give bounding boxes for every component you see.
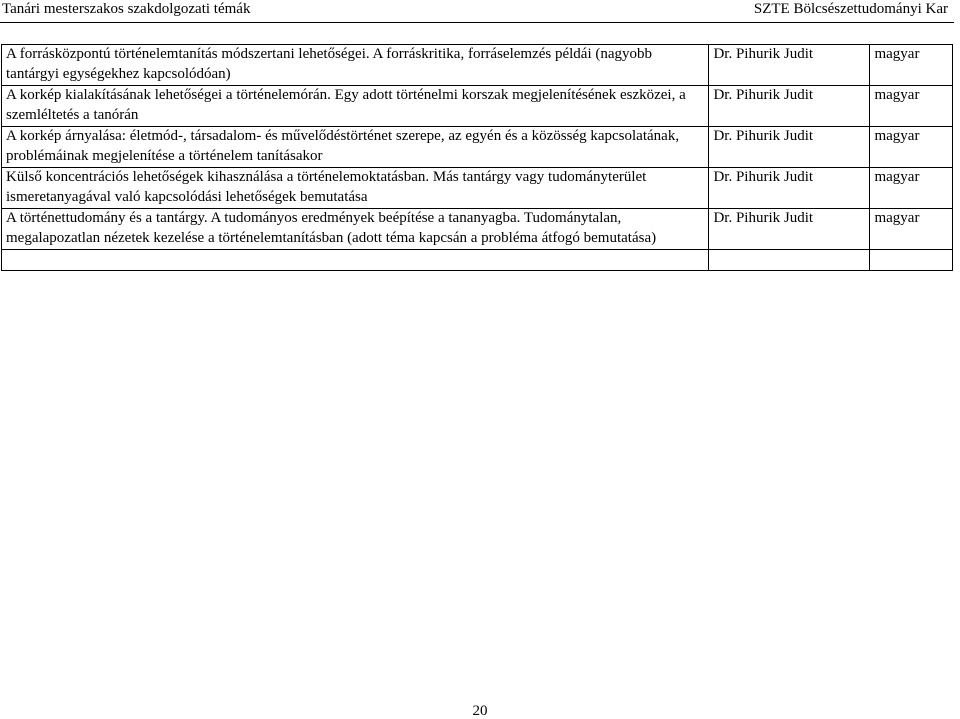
empty-table-row bbox=[2, 250, 953, 271]
topic-teacher: Dr. Pihurik Judit bbox=[709, 86, 870, 127]
topic-title: A korkép kialakításának lehetőségei a történelemórán. Egy adott történelmi korszak megjelenítésének eszközei, a szemléltetés a tanórán bbox=[2, 86, 709, 127]
thesis-topics-table bbox=[1, 44, 953, 271]
empty-cell bbox=[870, 250, 953, 271]
header-left-title: Tanári mesterszakos szakdolgozati témák bbox=[2, 1, 251, 17]
table-row bbox=[2, 45, 953, 86]
topic-language: magyar bbox=[870, 127, 953, 168]
topic-teacher: Dr. Pihurik Judit bbox=[709, 45, 870, 86]
topic-language: magyar bbox=[870, 86, 953, 127]
page-header bbox=[0, 0, 960, 20]
header-right-title: SZTE Bölcsészettudományi Kar bbox=[753, 1, 948, 17]
topic-title: A korkép árnyalása: életmód-, társadalom- és művelődéstörténet szerepe, az egyén és a közösség kapcsolatának, problémáinak megjelenítése a történelem tanításakor bbox=[2, 127, 709, 168]
topic-title: A forrásközpontú történelemtanítás módszertani lehetőségei. A forráskritika, forráselemzés példái (nagyobb tantárgyi egységekhez kapcsolódóan) bbox=[2, 45, 709, 86]
table-row bbox=[2, 209, 953, 250]
header-divider bbox=[0, 22, 954, 23]
table-row bbox=[2, 127, 953, 168]
topic-teacher: Dr. Pihurik Judit bbox=[709, 168, 870, 209]
topic-teacher: Dr. Pihurik Judit bbox=[709, 127, 870, 168]
topic-language: magyar bbox=[870, 209, 953, 250]
topic-teacher: Dr. Pihurik Judit bbox=[709, 209, 870, 250]
table-row bbox=[2, 86, 953, 127]
topic-language: magyar bbox=[870, 168, 953, 209]
topic-title: Külső koncentrációs lehetőségek kihasználása a történelemoktatásban. Más tantárgy vagy tudományterület ismeretanyagával való kapcsolódási lehetőségek bemutatása bbox=[2, 168, 709, 209]
empty-cell bbox=[2, 250, 709, 271]
table-row bbox=[2, 168, 953, 209]
topic-title: A történettudomány és a tantárgy. A tudományos eredmények beépítése a tananyagba. Tudománytalan, megalapozatlan nézetek kezelése a történelemtanításban (adott téma kapcsán a probléma átfogó bemutatása) bbox=[2, 209, 709, 250]
empty-cell bbox=[709, 250, 870, 271]
page-number: 20 bbox=[472, 703, 488, 719]
topic-language: magyar bbox=[870, 45, 953, 86]
